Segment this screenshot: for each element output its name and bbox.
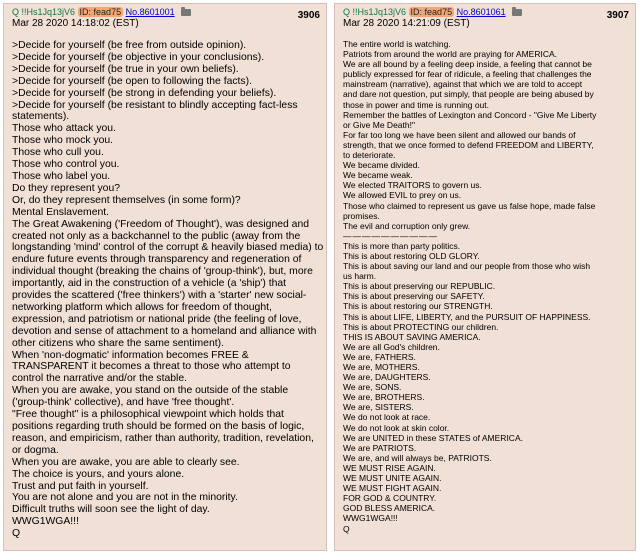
text-line: Difficult truths will soon see the light of day. xyxy=(12,504,210,516)
text-line: Those who attack you. xyxy=(12,123,116,135)
text-line: We are, DAUGHTERS. xyxy=(343,372,431,383)
text-line: >Decide for yourself (be strong in defending your beliefs). xyxy=(12,87,277,99)
text-line: WWG1WGA!!! xyxy=(12,516,79,528)
post-body xyxy=(335,39,635,534)
text-line: We are, SISTERS. xyxy=(343,402,414,413)
text-line: Those who control you. xyxy=(12,159,120,171)
text-line: This is about restoring OLD GLORY. xyxy=(343,250,480,261)
text-line: Patriots from around the world are praying for AMERICA. xyxy=(343,49,558,60)
text-line: longstanding 'mind' control of the corrupt & heavily biased media) to xyxy=(12,242,324,254)
post-number-link[interactable]: No.8601061 xyxy=(456,7,506,17)
text-line: Or, do they represent themselves (in some form)? xyxy=(12,194,241,206)
text-line: >Decide for yourself (be resistant to blindly accepting fact-less xyxy=(12,99,298,111)
text-line: Do they represent you? xyxy=(12,182,121,194)
text-line: We are, and will always be, PATRIOTS. xyxy=(343,452,492,463)
text-line: When you are awake, you stand on the outside of the stable xyxy=(12,385,289,397)
text-line: The Great Awakening ('Freedom of Thought'), was designed and xyxy=(12,218,310,230)
post-count: 3906 xyxy=(297,10,320,21)
text-line: This is more than party politics. xyxy=(343,240,461,251)
text-line: The entire world is watching. xyxy=(343,39,451,49)
text-line: provides the scattered ('free thinkers') with a 'starter' new social- xyxy=(12,290,307,302)
post-header xyxy=(4,4,326,21)
text-line: This is about restoring our STRENGTH. xyxy=(343,301,493,312)
text-line: or Give Me Death!" xyxy=(343,119,415,130)
text-line: We became weak. xyxy=(343,170,413,181)
text-line: We are all God's children. xyxy=(343,341,440,352)
post-3906 xyxy=(3,3,327,551)
post-header xyxy=(335,4,635,21)
text-line: When you are awake, you are able to clearly see. xyxy=(12,456,240,468)
text-line: those in power and time is running out. xyxy=(343,99,490,110)
post-body xyxy=(4,40,326,540)
text-line: statements). xyxy=(12,111,70,123)
text-line: FOR GOD & COUNTRY. xyxy=(343,493,437,504)
text-line: and dare not question, put simply, that people are being abused by xyxy=(343,89,594,100)
text-line: We elected TRAITORS to govern us. xyxy=(343,180,482,191)
folder-icon[interactable] xyxy=(181,9,191,16)
text-line: THIS IS ABOUT SAVING AMERICA. xyxy=(343,331,481,342)
text-line: For far too long we have been silent and allowed our bands of xyxy=(343,129,576,140)
text-line: The choice is yours, and yours alone. xyxy=(12,468,185,480)
text-line: ('group-think' collective), and have 'free thought'. xyxy=(12,397,235,409)
text-line: Q xyxy=(343,523,350,534)
text-line: We allowed EVIL to prey on us. xyxy=(343,190,462,201)
text-line: WWG1WGA!!! xyxy=(343,513,398,524)
text-line: Mental Enslavement. xyxy=(12,206,110,218)
text-line: control the narrative and/or the stable. xyxy=(12,373,188,385)
text-line: devotion and sense of attachment to a homeland and alliance with xyxy=(12,325,317,337)
text-line: expression, and patriotism or national pride (the feeling of love, xyxy=(12,313,302,325)
text-line: >Decide for yourself (be objective in your conclusions). xyxy=(12,51,265,63)
text-line: Those who cull you. xyxy=(12,147,104,159)
text-line: promises. xyxy=(343,210,380,221)
text-line: WE MUST RISE AGAIN. xyxy=(343,462,436,473)
text-line: other citizens who share the same sentiment). xyxy=(12,337,224,349)
text-line: created not only as a backchannel to the public (away from the xyxy=(12,230,301,242)
text-line: or dogma. xyxy=(12,444,59,456)
text-line: WE MUST UNITE AGAIN. xyxy=(343,473,442,484)
text-line: We are PATRIOTS. xyxy=(343,442,417,453)
poster-id-badge[interactable]: ID: fead75 xyxy=(79,7,122,17)
text-line: importantly, aid in the construction of a vehicle (a 'ship') that xyxy=(12,278,287,290)
text-line: —————————— xyxy=(343,230,438,241)
author-name: Q !!Hs1Jq13jV6 xyxy=(343,7,407,17)
text-line: We do not look at race. xyxy=(343,412,431,423)
author-name: Q !!Hs1Jq13jV6 xyxy=(12,7,76,17)
text-line: Those who mock you. xyxy=(12,135,114,147)
text-line: strength, that we once formed to defend FREEDOM and LIBERTY, xyxy=(343,139,594,150)
text-line: This is about LIFE, LIBERTY, and the PURSUIT OF HAPPINESS. xyxy=(343,311,591,322)
folder-icon[interactable] xyxy=(512,9,522,16)
text-line: This is about preserving our REPUBLIC. xyxy=(343,281,496,292)
text-line: GOD BLESS AMERICA. xyxy=(343,503,436,514)
text-line: Those who claimed to represent us gave us false hope, made false xyxy=(343,200,596,211)
text-line: to deteriorate. xyxy=(343,150,396,161)
text-line: networking platform which allows for freedom of thought, xyxy=(12,301,272,313)
text-line: positions regarding truth should be formed on the basis of logic, xyxy=(12,421,305,432)
text-line: endure future events through transparency and regeneration of xyxy=(12,254,302,266)
text-line: mainstream (narrative), against that which we are told to accept xyxy=(343,79,583,90)
post-count: 3907 xyxy=(606,10,629,21)
text-line: Those who label you. xyxy=(12,170,111,182)
text-line: us harm. xyxy=(343,271,377,282)
text-line: TRANSPARENT it becomes a threat to those who attempt to xyxy=(12,361,291,373)
text-line: We are, FATHERS. xyxy=(343,351,416,362)
text-line: This is about PROTECTING our children. xyxy=(343,321,499,332)
text-line: We are, MOTHERS. xyxy=(343,362,420,372)
text-line: reason, and empiricism, rather than authority, tradition, revelation, xyxy=(12,432,314,444)
text-line: WE MUST FIGHT AGAIN. xyxy=(343,483,442,494)
text-line: We are, SONS. xyxy=(343,382,402,393)
text-line: We do not look at skin color. xyxy=(343,422,450,433)
text-line: We are UNITED in these STATES of AMERICA. xyxy=(343,432,523,443)
text-line: When 'non-dogmatic' information becomes FREE & xyxy=(12,349,249,361)
text-line: >Decide for yourself (be true in your own beliefs). xyxy=(12,63,239,75)
text-line: Trust and put faith in yourself. xyxy=(12,480,149,492)
text-line: "Free thought" is a philosophical viewpoint which holds that xyxy=(12,409,284,421)
text-line: >Decide for yourself (be open to following the facts). xyxy=(12,75,252,87)
text-line: The evil and corruption only grew. xyxy=(343,220,471,231)
post-date: Mar 28 2020 14:21:09 (EST) xyxy=(343,18,470,29)
poster-id-badge[interactable]: ID: fead75 xyxy=(410,7,453,17)
text-line: individual thought (breaking the chains of 'group-think'), but, more xyxy=(12,266,313,278)
text-line: We became divided. xyxy=(343,160,420,171)
text-line: Q xyxy=(12,528,21,540)
post-number-link[interactable]: No.8601001 xyxy=(125,7,175,17)
text-line: publicly expressed for fear of ridicule, a feeling that challenges the xyxy=(343,69,592,80)
text-line: You are not alone and you are not in the minority. xyxy=(12,492,238,504)
post-3907 xyxy=(334,3,636,551)
text-line: We are, BROTHERS. xyxy=(343,392,425,403)
text-line: This is about preserving our SAFETY. xyxy=(343,291,485,302)
post-date: Mar 28 2020 14:18:02 (EST) xyxy=(12,18,139,29)
text-line: >Decide for yourself (be free from outside opinion). xyxy=(12,40,247,51)
text-line: Remember the battles of Lexington and Concord - "Give Me Liberty xyxy=(343,109,597,120)
text-line: We are all bound by a feeling deep inside, a feeling that cannot be xyxy=(343,59,592,70)
text-line: This is about saving our land and our people from those who wish xyxy=(343,261,591,272)
